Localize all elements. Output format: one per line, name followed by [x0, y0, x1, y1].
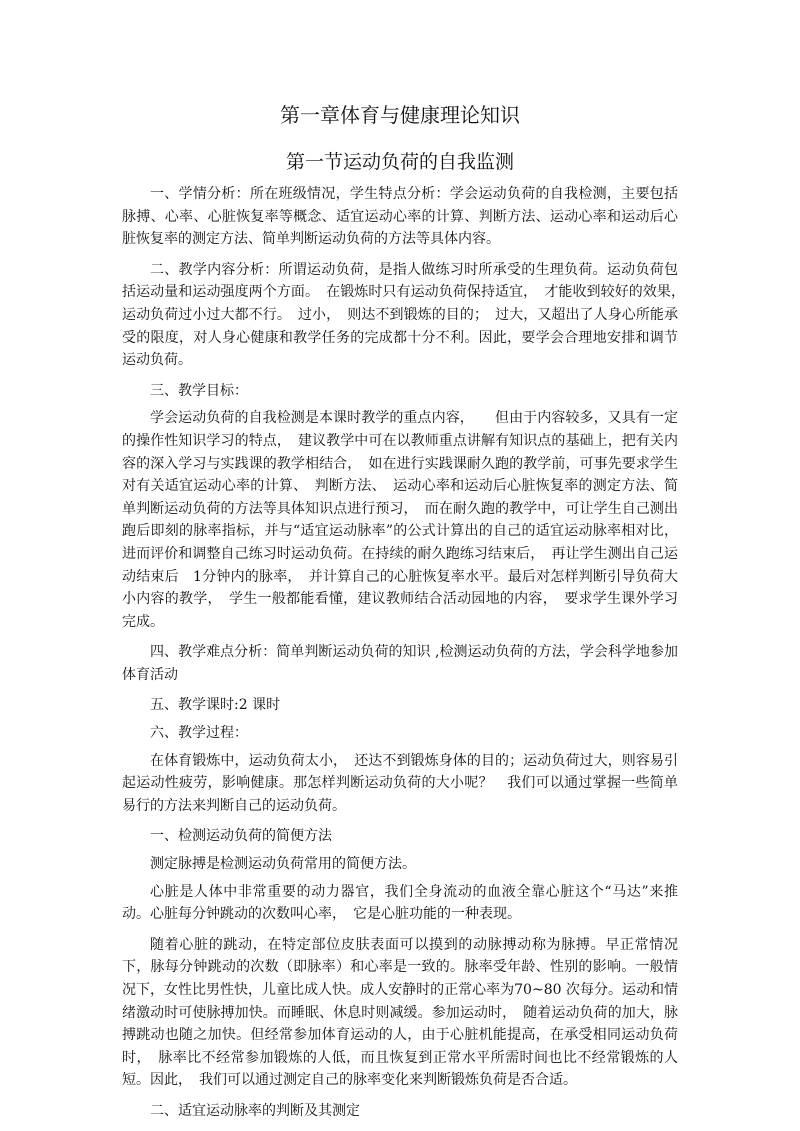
paragraph-heart: 心脏是人体中非常重要的动力器官，我们全身流动的血液全靠心脏这个“马达”来推动。心脏每分钟跳动的次数叫心率， 它是心脏功能的一种表现。	[122, 883, 678, 923]
paragraph-suitable-rate-heading: 二、适宜运动脉率的判断及其测定	[150, 1102, 360, 1119]
paragraph-objectives-heading: 三、教学目标：	[150, 382, 248, 399]
paragraph-objectives: 学会运动负荷的自我检测是本课时教学的重点内容， 但由于内容较多，又具有一定的操作性知识学习的特点， 建议教学中可在以教师重点讲解有知识点的基础上，把有关内容的深入学习与实践课的教学相结合， 如在进行实践课耐久跑的教学前，可事先要求学生对有关适宜运动心率的计算、 判断方法、 运动心率和运动后心脏恢复率的测定方法、简单判断运动负荷的方法等具体知识点进行预习， 而在耐久跑的教学中，可让学生自己测出跑后即刻的脉率指标，并与“适宜运动脉率”的公式计算出的自己的适宜运动脉率相对比，进而评价和调整自己练习时运动负荷。在持续的耐久跑练习结束后， 再让学生测出自己运动结束后 1分钟内的脉率， 并计算自己的心脏恢复率水平。最后对怎样判断引导负荷大小内容的教学， 学生一般都能看懂，建议教师结合活动园地的内容， 要求学生课外学习完成。	[122, 410, 678, 630]
document-body	[122, 183, 692, 1128]
paragraph-method-heading: 一、检测运动负荷的简便方法	[150, 828, 332, 845]
chapter-title: 第一章体育与健康理论知识	[280, 103, 520, 127]
paragraph-learner-analysis: 一、学情分析：所在班级情况，学生特点分析：学会运动负荷的自我检测，主要包括脉搏、心率、心脏恢复率等概念、适宜运动心率的计算、判断方法、运动心率和运动后心脏恢复率的测定方法、简单判断运动负荷的方法等具体内容。	[122, 186, 678, 248]
section-title: 第一节运动负荷的自我监测	[285, 151, 514, 173]
paragraph-pulse: 随着心脏的跳动，在特定部位皮肤表面可以摸到的动脉搏动称为脉搏。早正常情况下，脉每分钟跳动的次数（即脉率）和心率是一致的。脉率受年龄、性别的影响。一般情况下，女性比男性快，儿童比成人快。成人安静时的正常心率为70~80 次每分。运动和情绪激动时可使脉搏加快。而睡眠、休息时则减缓。参加运动时， 随着运动负荷的加大，脉搏跳动也随之加快。但经常参加体育运动的人，由于心脏机能提高，在承受相同运动负荷时， 脉率比不经常参加锻炼的人低，而且恢复到正常水平所需时间也比不经常锻炼的人短。因此， 我们可以通过测定自己的脉率变化来判断锻炼负荷是否合适。	[122, 936, 678, 1089]
paragraph-content-analysis: 二、教学内容分析：所谓运动负荷，是指人做练习时所承受的生理负荷。运动负荷包括运动量和运动强度两个方面。 在锻炼时只有运动负荷保持适宜， 才能收到较好的效果， 运动负荷过小过大都不行。 过小， 则达不到锻炼的目的； 过大，又超出了人身心所能承受的限度，对人身心健康和教学任务的完成都十分不利。因此，要学会合理地安排和调节运动负荷。	[122, 261, 692, 369]
paragraph-pulse-method: 测定脉搏是检测运动负荷常用的简便方法。	[150, 856, 416, 873]
paragraph-difficulty: 四、教学难点分析：简单判断运动负荷的知识 ,检测运动负荷的方法，学会科学地参加体育活动	[122, 644, 678, 683]
paragraph-intro: 在体育锻炼中，运动负荷太小， 还达不到锻炼身体的目的；运动负荷过大，则容易引起运动性疲劳，影响健康。那怎样判断运动负荷的大小呢？ 我们可以通过掌握一些简单易行的方法来判断自己的运动负荷。	[122, 752, 678, 814]
paragraph-class-hours: 五、教学课时:2 课时	[150, 697, 281, 714]
paragraph-process-heading: 六、教学过程：	[150, 725, 248, 742]
